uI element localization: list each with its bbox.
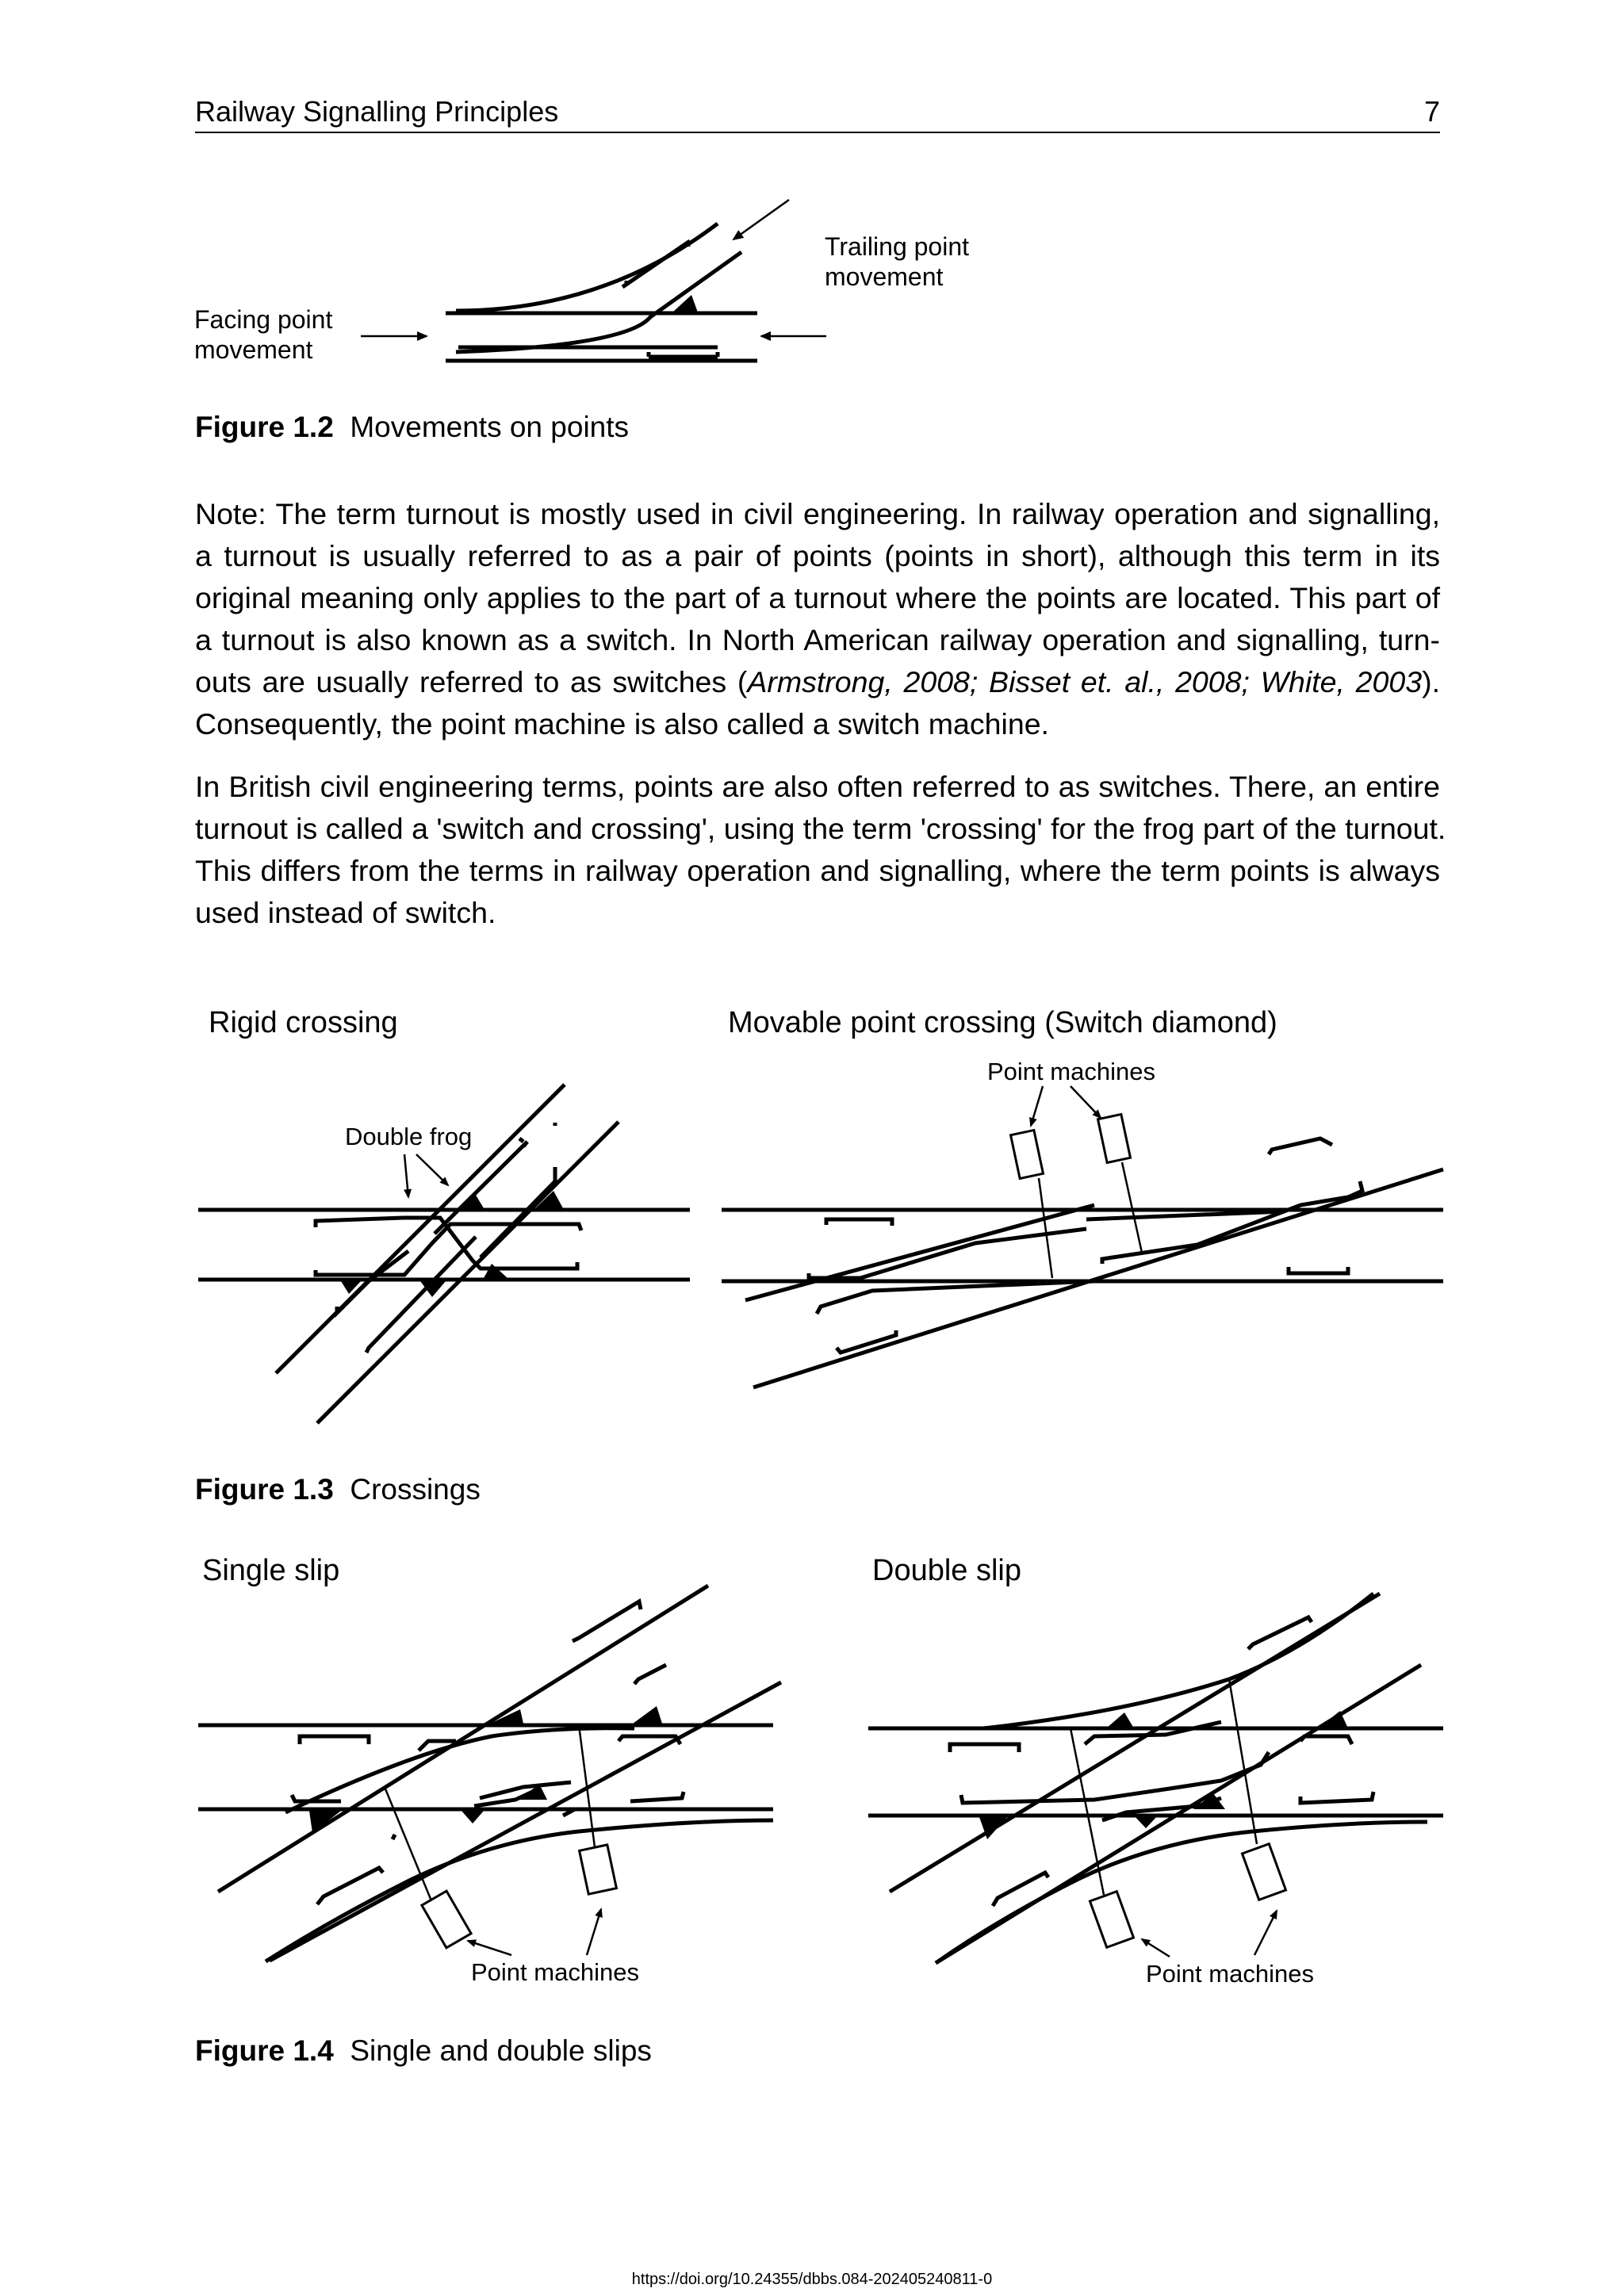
pm-rod bbox=[1122, 1162, 1142, 1253]
note-line: Consequently, the point machine is also called a switch machine. bbox=[195, 707, 1049, 740]
note-paragraph bbox=[195, 493, 1440, 745]
figure-1-2-caption-text: Movements on points bbox=[350, 411, 630, 443]
figure-1-3-caption-text: Crossings bbox=[350, 1473, 481, 1506]
pm-rod bbox=[1039, 1178, 1052, 1278]
point-machine bbox=[1090, 1892, 1133, 1948]
british-paragraph bbox=[195, 766, 1446, 934]
trailing-label-line2: movement bbox=[825, 262, 944, 291]
point-machine bbox=[422, 1891, 471, 1948]
running-header bbox=[195, 97, 1440, 133]
movable-point-crossing bbox=[722, 1058, 1443, 1387]
double-slip-point-machines-label: Point machines bbox=[1146, 1960, 1314, 1988]
point-machine bbox=[1098, 1114, 1131, 1162]
rigid-crossing bbox=[198, 1085, 690, 1423]
british-line: This differs from the terms in railway operation and signalling, where the term points is always bbox=[195, 854, 1440, 887]
figure-1-3-caption-number: Figure 1.3 bbox=[195, 1473, 334, 1506]
british-line: turnout is called a 'switch and crossing', using the term 'crossing' for the frog part of the turnout. bbox=[195, 812, 1446, 845]
figure-1-2-caption-number: Figure 1.2 bbox=[195, 411, 334, 443]
note-line: a turnout is usually referred to as a pair of points (points in short), although this term in its bbox=[195, 539, 1440, 572]
facing-label-line2: movement bbox=[194, 335, 313, 364]
turnout-rails bbox=[446, 224, 757, 361]
note-line: original meaning only applies to the part of a turnout where the points are located. This part of bbox=[195, 581, 1440, 614]
point-machine bbox=[1011, 1130, 1044, 1178]
single-slip bbox=[198, 1586, 781, 1986]
double-slip bbox=[868, 1594, 1443, 1988]
trailing-arrow-diagonal bbox=[733, 200, 789, 239]
point-machine bbox=[1242, 1844, 1285, 1900]
double-frog-pointer bbox=[404, 1154, 408, 1197]
figure-1-4-caption-number: Figure 1.4 bbox=[195, 2034, 334, 2067]
rigid-crossing-title: Rigid crossing bbox=[209, 1006, 398, 1039]
figure-1-4-caption bbox=[195, 2034, 652, 2068]
facing-label-line1: Facing point bbox=[194, 305, 333, 334]
doi-footer: https://doi.org/10.24355/dbbs.084-202405240811-0 bbox=[631, 2271, 993, 2288]
note-line-with-citations bbox=[195, 661, 1440, 703]
note-line: Note: The term turnout is mostly used in civil engineering. In railway operation and signalling, bbox=[195, 497, 1440, 530]
figure-1-3-caption bbox=[195, 1473, 481, 1506]
trailing-label-line1: Trailing point bbox=[825, 232, 970, 261]
point-machines-label: Point machines bbox=[987, 1058, 1155, 1085]
double-frog-label: Double frog bbox=[345, 1123, 473, 1150]
movable-crossing-title: Movable point crossing (Switch diamond) bbox=[728, 1006, 1277, 1039]
figure-1-4-caption-text: Single and double slips bbox=[350, 2034, 652, 2067]
figure-1-2-caption bbox=[195, 411, 629, 444]
page-number: 7 bbox=[1423, 95, 1440, 128]
single-slip-title: Single slip bbox=[202, 1554, 340, 1587]
point-machine bbox=[580, 1845, 617, 1894]
british-line: used instead of switch. bbox=[195, 896, 496, 929]
figure-1-3-diagram bbox=[0, 991, 1624, 1435]
note-line-start: outs are usually referred to as switches ( bbox=[195, 665, 748, 698]
header-title: Railway Signalling Principles bbox=[195, 95, 559, 128]
note-line-end: ). bbox=[1422, 665, 1440, 698]
figure-1-2-diagram bbox=[0, 182, 1624, 373]
note-line: a turnout is also known as a switch. In North American railway operation and signalling, turn- bbox=[195, 623, 1440, 656]
double-frog-pointer bbox=[416, 1154, 448, 1185]
british-line: In British civil engineering terms, points are also often referred to as switches. There, an entire bbox=[195, 770, 1440, 803]
figure-1-4-diagram bbox=[0, 1538, 1624, 1990]
single-slip-point-machines-label: Point machines bbox=[471, 1958, 639, 1986]
double-slip-title: Double slip bbox=[872, 1554, 1021, 1587]
citations: Armstrong, 2008; Bisset et. al., 2008; White, 2003 bbox=[747, 665, 1423, 698]
